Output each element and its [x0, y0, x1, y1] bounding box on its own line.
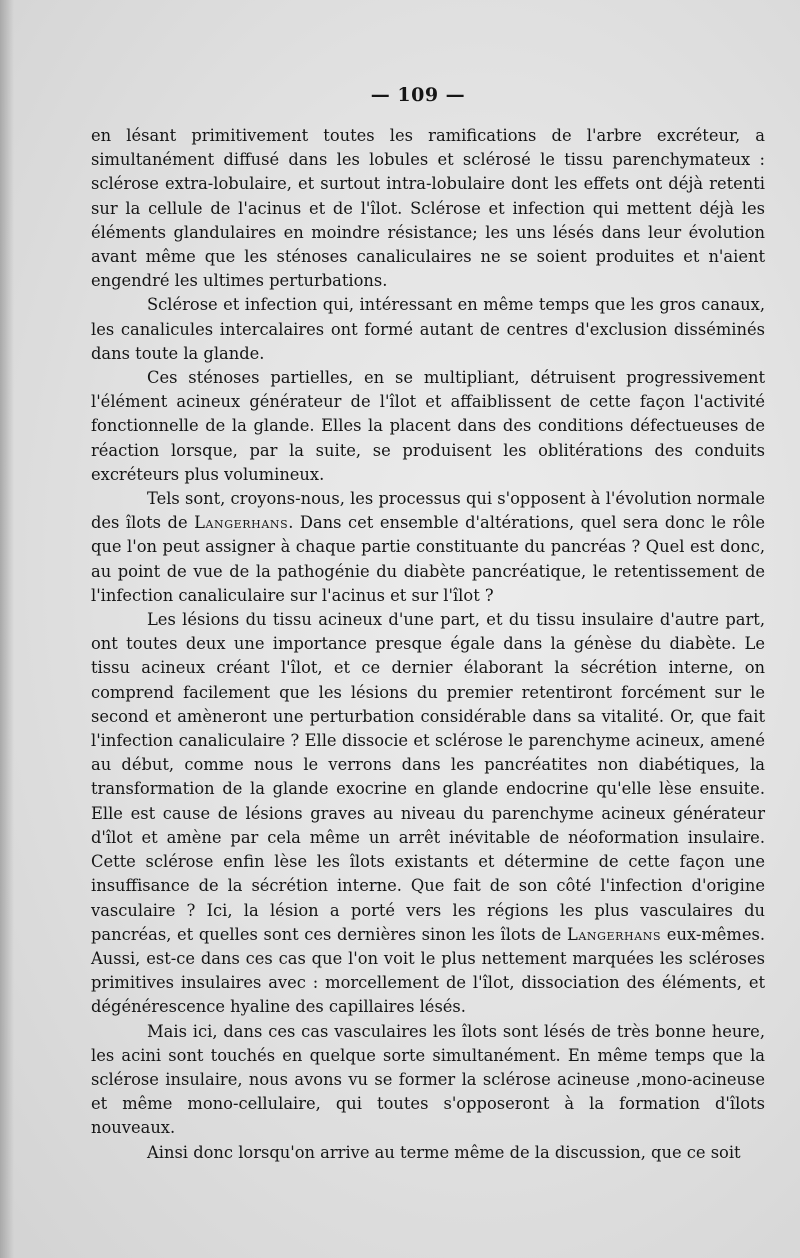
paragraph — [91, 1020, 765, 1141]
paragraph — [91, 293, 765, 366]
author-name-smallcaps: Langerhans — [194, 513, 289, 533]
author-name-smallcaps: Langerhans — [566, 924, 662, 944]
paragraph — [91, 608, 765, 1019]
paragraph — [91, 487, 765, 608]
paragraph — [91, 124, 765, 293]
body-text — [91, 124, 765, 1165]
text-segment: Tels sont, croyons-nous, les processus qui s'opposent à l'évolution normale des îlots de — [91, 489, 765, 533]
text-segment: Mais ici, dans ces cas vasculaires les îlots sont lésés de très bonne heure, les acini sont touchés en quelque sorte simultanément. En même temps que la sclérose insulaire, nous avons vu se former la sclérose acineuse ,mono-acineuse et même mono-cellulaire, qui toutes s'opposeront à la formation d'îlots nouveaux. — [91, 1021, 765, 1138]
text-segment: eux-mêmes. Aussi, est-ce dans ces cas que l'on voit le plus nettement marquées les scléroses primitives insulaires avec : morcellement de l'îlot, dissociation des éléments, et dégénérescence hyaline des capillaires lésés. — [91, 924, 766, 1017]
text-segment: Les lésions du tissu acineux d'une part, et du tissu insulaire d'autre part, ont toutes deux une importance presque égale dans la génèse du diabète. Le tissu acineux créant l'îlot, et ce dernier élaborant la sécrétion interne, on comprend facilement que les lésions du premier retentiront forcément sur le second et amèneront une perturbation considérable dans sa vitalité. Or, que fait l'infection canaliculaire ? Elle dissocie et sclérose le parenchyme acineux, amené au début, comme nous le verrons dans les pancréatites non diabétiques, la transformation de la glande exocrine en glande endocrine qu'elle lèse ensuite. Elle est cause de lésions graves au niveau du parenchyme acineux générateur d'îlot et amène par cela même un arrêt inévitable de néoformation insulaire. Cette sclérose enfin lèse les îlots existants et détermine de cette façon une insuffisance de la sécrétion interne. Que fait de son côté l'infection d'origine vasculaire ? Ici, la lésion a porté vers les régions les plus vasculaires du pancréas, et quelles sont ces dernières sinon les îlots de — [91, 610, 765, 944]
text-segment: . Dans cet ensemble d'altérations, quel sera donc le rôle que l'on peut assigner à chaque partie constituante du pancréas ? Quel est donc, au point de vue de la pathogénie du diabète pancréatique, le retentissement de l'infection canaliculaire sur l'acinus et sur l'îlot ? — [91, 513, 765, 605]
text-segment: Ainsi donc lorsqu'on arrive au terme même de la discussion, que ce soit — [147, 1142, 741, 1162]
text-segment: en lésant primitivement toutes les ramifications de l'arbre excréteur, a simultanément diffusé dans les lobules et sclérosé le tissu parenchymateux : sclérose extra-lobulaire, et surtout intra-lobulaire dont les effets ont déjà retenti sur la cellule de l'acinus et de l'îlot. Sclérose et infection qui mettent déjà les éléments glandulaires en moindre résistance; les uns lésés dans leur évolution avant même que les sténoses canaliculaires ne se soient produites et n'aient engendré les ultimes perturbations. — [91, 126, 765, 291]
paragraph — [91, 366, 765, 487]
paragraph — [91, 1141, 765, 1165]
text-segment: Ces sténoses partielles, en se multipliant, détruisent progressivement l'élément acineux générateur de l'îlot et affaiblissent de cette façon l'activité fonctionnelle de la glande. Elles la placent dans des conditions défectueuses de réaction lorsque, par la suite, se produisent les oblitérations des conduits excréteurs plus volumineux. — [91, 368, 765, 484]
text-segment: Sclérose et infection qui, intéressant en même temps que les gros canaux, les canalicules intercalaires ont formé autant de centres d'exclusion disséminés dans toute la glande. — [91, 295, 765, 363]
page-number: — 109 — — [370, 84, 466, 106]
